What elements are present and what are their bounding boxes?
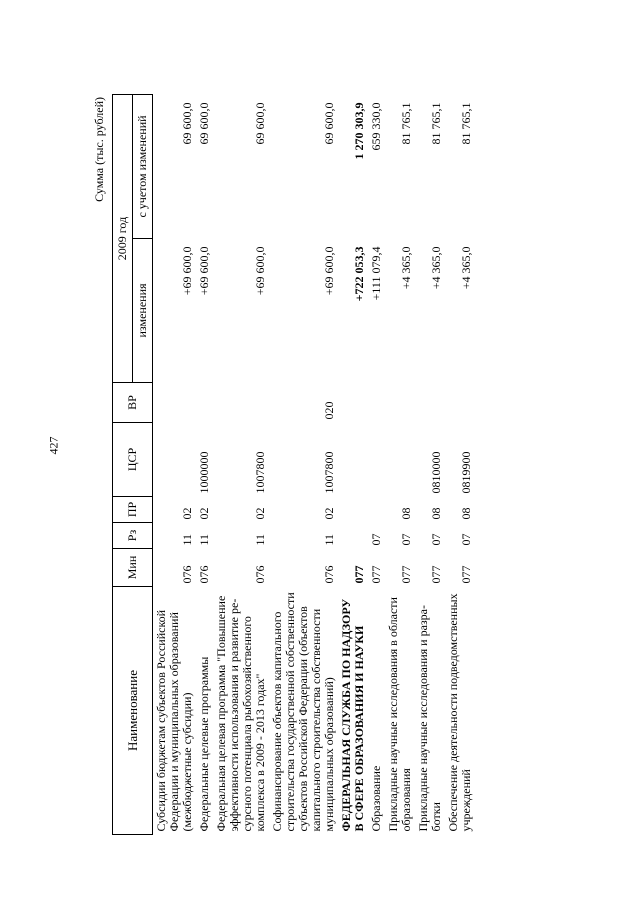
row-min: 077: [459, 565, 473, 584]
header-name: Наименование: [113, 587, 153, 835]
row-min: 077: [352, 565, 366, 584]
row-change: +111 079,4: [369, 246, 383, 301]
row-csr: 0819900: [459, 451, 473, 494]
row-total: 69 600,0: [197, 102, 211, 145]
row-change: +69 600,0: [253, 246, 267, 296]
header-year: 2009 год: [113, 94, 133, 382]
row-vr: [196, 383, 213, 423]
row-total: 69 600,0: [322, 102, 336, 145]
row-name: Федеральные целевые программы: [197, 656, 211, 832]
row-csr: [385, 423, 415, 497]
row-total: 69 600,0: [253, 102, 267, 145]
row-csr: 1000000: [197, 451, 211, 494]
row-pr: 02: [322, 507, 336, 520]
row-change: +69 600,0: [197, 246, 211, 296]
unit-caption: Сумма (тыс. рублей): [92, 97, 106, 202]
row-pr: 08: [399, 507, 413, 520]
row-vr: [368, 383, 385, 423]
row-rz: 11: [180, 533, 194, 546]
row-pr: 02: [180, 507, 194, 520]
row-min: 076: [253, 565, 267, 584]
row-rz: 07: [459, 533, 473, 546]
row-pr: 08: [459, 507, 473, 520]
row-change: +69 600,0: [322, 246, 336, 296]
row-vr: [445, 383, 475, 423]
row-rz: 07: [429, 533, 443, 546]
header-changes: изменения: [133, 239, 153, 383]
header-csr: ЦСР: [113, 423, 153, 497]
row-csr: 1007800: [253, 451, 267, 494]
row-change: +4 365,0: [429, 246, 443, 290]
row-csr: [368, 423, 385, 497]
row-name: Обеспечение деятельности подведомственных учреждений: [446, 593, 473, 832]
row-rz: 07: [399, 533, 413, 546]
row-name: Федеральная целевая программа "Повышение эффективности использования и развитие ре-сурсного потенциала рыбохозяйственного комплекса в 2009 - 2013 годах": [214, 595, 267, 832]
row-vr: [385, 383, 415, 423]
row-min: 077: [399, 565, 413, 584]
row-change: +69 600,0: [180, 246, 194, 296]
row-pr: [338, 497, 368, 523]
row-pr: 02: [197, 507, 211, 520]
header-min: Мин: [113, 549, 153, 587]
row-total: 69 600,0: [180, 102, 194, 145]
row-vr: [213, 383, 269, 423]
header-rz: Рз: [113, 523, 153, 549]
table-row: [445, 94, 475, 834]
row-min: 077: [369, 565, 383, 584]
row-min: 076: [197, 565, 211, 584]
table-row: [385, 94, 415, 834]
row-total: 81 765,1: [429, 102, 443, 145]
row-rz: 11: [322, 533, 336, 546]
row-name: Субсидии бюджетам субъектов Российской Федерации и муниципальных образований (межбюджетные субсидии): [154, 609, 194, 832]
table-row: [269, 94, 338, 834]
row-vr: [338, 383, 368, 423]
table-row: [153, 94, 197, 834]
row-csr: [338, 423, 368, 497]
header-with-changes: с учетом изменений: [133, 94, 153, 238]
row-name: Образование: [369, 765, 383, 832]
rotated-document-sheet: [92, 95, 562, 835]
table-row: [368, 94, 385, 834]
row-vr: [415, 383, 445, 423]
table-row: [415, 94, 445, 834]
table-row: [213, 94, 269, 834]
row-change: +4 365,0: [399, 246, 413, 290]
page-number: 427: [46, 436, 61, 455]
row-csr: 0810000: [429, 451, 443, 494]
row-min: 077: [429, 565, 443, 584]
row-vr: 020: [322, 401, 336, 420]
row-rz: 11: [197, 533, 211, 546]
row-rz: [338, 523, 368, 549]
row-min: 076: [180, 565, 194, 584]
row-pr: 02: [253, 507, 267, 520]
row-csr: [153, 423, 197, 497]
row-min: 076: [322, 565, 336, 584]
budget-table: [112, 94, 475, 835]
row-name: ФЕДЕРАЛЬНАЯ СЛУЖБА ПО НАДЗОРУ В СФЕРЕ ОБРАЗОВАНИЯ И НАУКИ: [339, 598, 366, 832]
table-row: [196, 94, 213, 834]
row-csr: 1007800: [322, 451, 336, 494]
row-total: 1 270 303,9: [352, 102, 366, 160]
row-vr: [153, 383, 197, 423]
row-name: Прикладные научные исследования и разра-ботки: [416, 605, 443, 832]
header-pr: ПР: [113, 497, 153, 523]
row-name: Прикладные научные исследования в области образования: [386, 597, 413, 832]
row-total: 659 330,0: [369, 102, 383, 151]
row-total: 81 765,1: [399, 102, 413, 145]
row-pr: 08: [429, 507, 443, 520]
table-row: [338, 94, 368, 834]
row-rz: 11: [253, 533, 267, 546]
row-total: 81 765,1: [459, 102, 473, 145]
row-pr: [368, 497, 385, 523]
row-change: +4 365,0: [459, 246, 473, 290]
row-change: +722 053,3: [352, 246, 366, 302]
row-name: Софинансирование объектов капитального строительства государственной собственности субъектов Российской Федерации (объектов капитального строительства собственности муниципальных образований): [270, 592, 336, 832]
table-body: [153, 94, 476, 834]
header-row-1: [113, 94, 133, 834]
row-rz: 07: [369, 533, 383, 546]
header-vr: ВР: [113, 383, 153, 423]
